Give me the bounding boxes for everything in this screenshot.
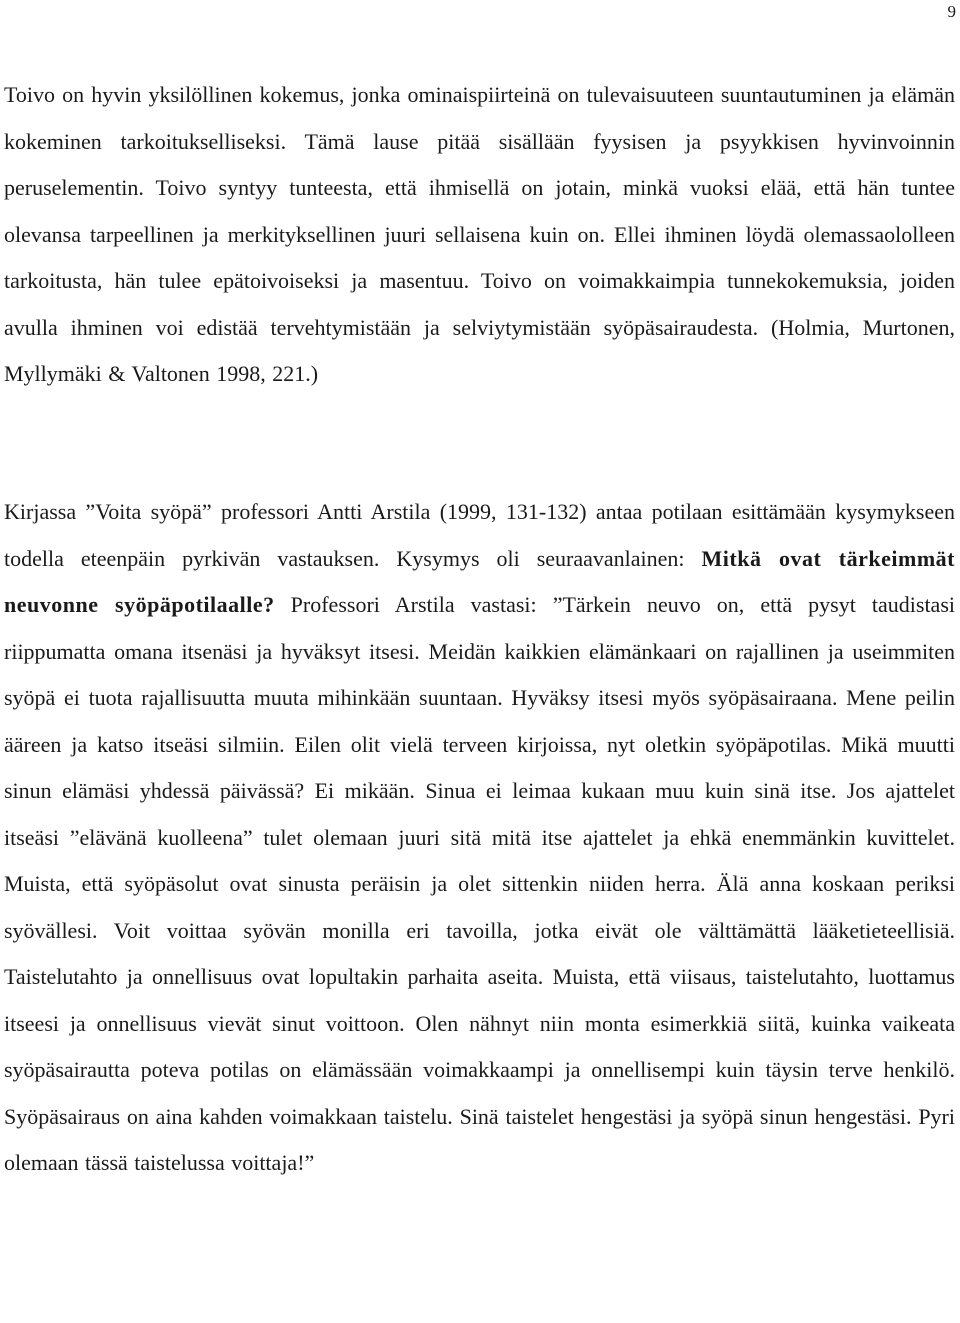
paragraph-arstila-intro: Kirjassa ”Voita syöpä” professori Antti Arstila (1999, 131-132) antaa potilaan esittämään kysymykseen todella eteenpäin pyrkivän vastauksen. Kysymys oli seuraavanlainen: [4,499,955,571]
page-number: 9 [947,2,956,21]
question-bold: Mitkä ovat tärkeimmät neuvonne syöpäpotilaalle? [4,545,955,617]
paragraph-arstila [4,489,955,1187]
paragraph-arstila-answer: Professori Arstila vastasi: ”Tärkein neuvo on, että pysyt taudistasi riippumatta omana itsenäsi ja hyväksyt itsesi. Meidän kaikkien elämänkaari on rajallinen ja useimmiten syöpä ei tuota rajallisuutta muuta mihinkään suuntaan. Hyväksy itsesi myös syöpäsairaana. Mene peilin ääreen ja katso itseäsi silmiin. Eilen olit vielä terveen kirjoissa, nyt oletkin syöpäpotilas. Mikä muutti sinun elämäsi yhdessä päivässä? Ei mikään. Sinua ei leimaa kukaan muu kuin sinä itse. Jos ajattelet itseäsi ”elävänä kuolleena” tulet olemaan juuri sitä mitä itse ajattelet ja ehkä enemmänkin kuvittelet. Muista, että syöpäsolut ovat sinusta peräisin ja olet sittenkin niiden herra. Älä anna koskaan periksi syövällesi. Voit voittaa syövän monilla eri tavoilla, jotka eivät ole välttämättä lääketieteellisiä. Taistelutahto ja onnellisuus ovat lopultakin parhaita aseita. Muista, että viisaus, taistelutahto, luottamus itseesi ja onnellisuus vievät sinut voittoon. Olen nähnyt niin monta esimerkkiä siitä, kuinka vaikeata syöpäsairautta poteva potilas on elämässään voimakkaampi ja onnellisempi kuin täysin terve henkilö. Syöpäsairaus on aina kahden voimakkaan taistelu. Sinä taistelet hengestäsi ja syöpä sinun hengestäsi. Pyri olemaan tässä taistelussa voittaja!” [4,592,955,1175]
paragraph-hope: Toivo on hyvin yksilöllinen kokemus, jonka ominaispiirteinä on tulevaisuuteen suuntautuminen ja elämän kokeminen tarkoitukselliseksi. Tämä lause pitää sisällään fyysisen ja psyykkisen hyvinvoinnin peruselementin. Toivo syntyy tunteesta, että ihmisellä on jotain, minkä vuoksi elää, että hän tuntee olevansa tarpeellinen ja merkityksellinen juuri sellaisena kuin on. Ellei ihminen löydä olemassaololleen tarkoitusta, hän tulee epätoivoiseksi ja masentuu. Toivo on voimakkaimpia tunnekokemuksia, joiden avulla ihminen voi edistää tervehtymistään ja selviytymistään syöpäsairaudesta. (Holmia, Murtonen, Myllymäki & Valtonen 1998, 221.) [4,82,955,386]
